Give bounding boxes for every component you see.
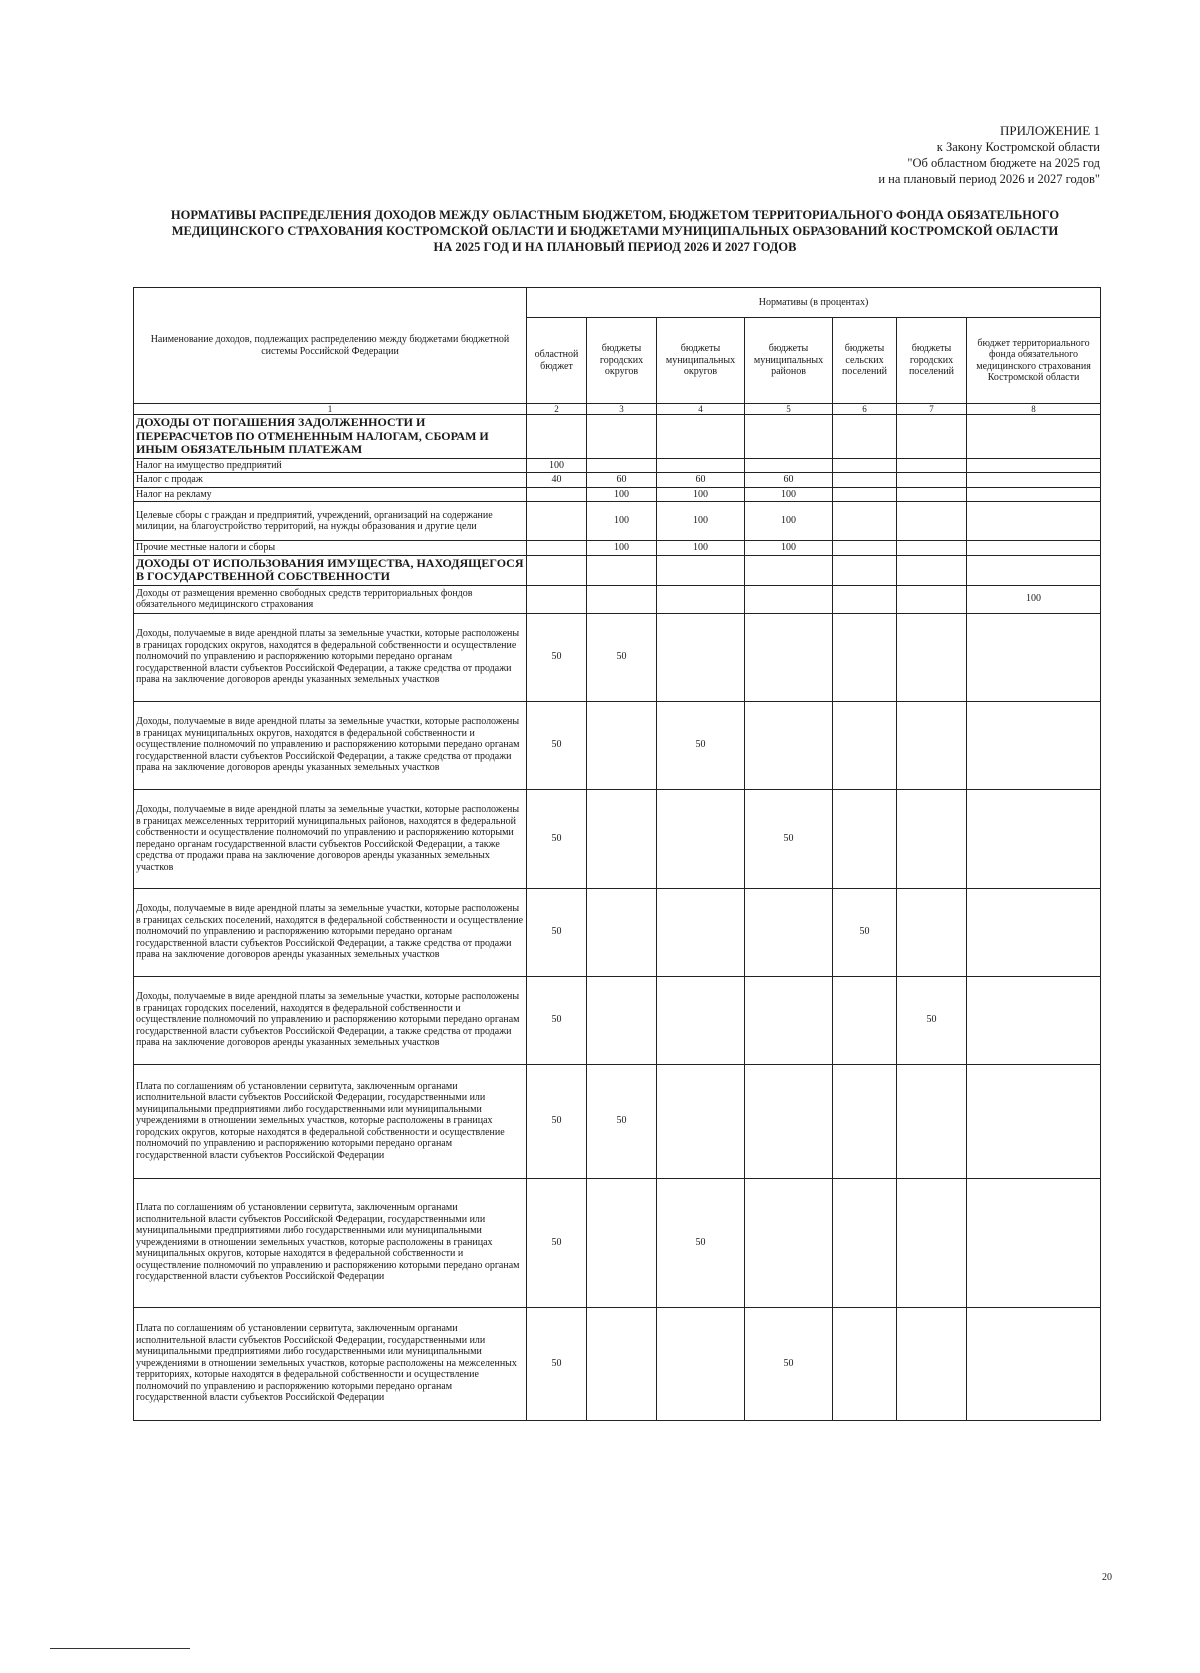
table-row [134, 541, 1101, 556]
norm-value [833, 487, 897, 502]
table-row [134, 1307, 1101, 1420]
norm-value: 50 [833, 888, 897, 976]
column-header: бюджеты сельских поселений [833, 318, 897, 404]
norm-value: 100 [745, 541, 833, 556]
section-row [134, 555, 1101, 585]
norm-value [527, 487, 587, 502]
norms-group-header: Нормативы (в процентах) [527, 288, 1101, 318]
norm-value [657, 458, 745, 473]
income-name: Целевые сборы с граждан и предприятий, учреждений, организаций на содержание милиции, на благоустройство территорий, на нужды образования и другие цели [134, 502, 527, 541]
norm-value [587, 458, 657, 473]
norm-value [833, 473, 897, 488]
name-column-header: Наименование доходов, подлежащих распределению между бюджетами бюджетной системы Российской Федерации [134, 288, 527, 404]
norm-value [657, 613, 745, 701]
header-row-group [134, 288, 1101, 318]
column-header: бюджеты городских поселений [897, 318, 967, 404]
norm-value [967, 473, 1101, 488]
norm-value [897, 585, 967, 613]
income-name: Доходы, получаемые в виде арендной платы за земельные участки, которые расположены в границах городских поселений, находятся в федеральной собственности и осуществление полномочий по управлению и распоряжению которыми передано органам государственной власти субъектов Российской Федерации, а также средства от продажи права на заключение договоров аренды указанных земельных участков [134, 976, 527, 1064]
norm-value [967, 1307, 1101, 1420]
column-index: 7 [897, 404, 967, 415]
table-row [134, 487, 1101, 502]
norm-value [897, 555, 967, 585]
table-row [134, 613, 1101, 701]
norms-table-body [134, 415, 1101, 1421]
norm-value: 100 [657, 487, 745, 502]
column-index: 8 [967, 404, 1101, 415]
page-number: 20 [1102, 1572, 1112, 1583]
title-line-3: НА 2025 ГОД И НА ПЛАНОВЫЙ ПЕРИОД 2026 И 2027 ГОДОВ [433, 240, 797, 254]
norm-value [897, 1178, 967, 1307]
norm-value: 100 [967, 585, 1101, 613]
norm-value [833, 1178, 897, 1307]
norm-value: 50 [745, 789, 833, 888]
income-name: Доходы, получаемые в виде арендной платы за земельные участки, которые расположены в границах городских округов, находятся в федеральной собственности и осуществление полномочий по управлению и распоряжению которыми передано органам государственной власти субъектов Российской Федерации, а также средства от продажи права на заключение договоров аренды указанных земельных участков [134, 613, 527, 701]
norm-value: 50 [527, 976, 587, 1064]
column-index: 1 [134, 404, 527, 415]
norm-value [897, 613, 967, 701]
income-name: Доходы, получаемые в виде арендной платы за земельные участки, которые расположены в границах муниципальных округов, находятся в федеральной собственности и осуществление полномочий по управлению и распоряжению которыми передано органам государственной власти субъектов Российской Федерации, а также средства от продажи права на заключение договоров аренды указанных земельных участков [134, 701, 527, 789]
column-header: областной бюджет [527, 318, 587, 404]
norm-value: 100 [587, 487, 657, 502]
norm-value [657, 1307, 745, 1420]
norm-value [745, 976, 833, 1064]
norm-value [833, 555, 897, 585]
section-title: ДОХОДЫ ОТ ПОГАШЕНИЯ ЗАДОЛЖЕННОСТИ И ПЕРЕРАСЧЕТОВ ПО ОТМЕНЕННЫМ НАЛОГАМ, СБОРАМ И ИНЫМ ОБЯЗАТЕЛЬНЫМ ПЛАТЕЖАМ [134, 415, 527, 459]
norm-value [587, 976, 657, 1064]
norm-value [967, 1064, 1101, 1178]
norm-value: 40 [527, 473, 587, 488]
norms-table [133, 287, 1101, 1421]
norm-value: 50 [527, 1064, 587, 1178]
norm-value: 50 [527, 1307, 587, 1420]
norm-value [657, 585, 745, 613]
norm-value [587, 415, 657, 459]
norm-value [967, 888, 1101, 976]
norm-value [833, 701, 897, 789]
norm-value [833, 1064, 897, 1178]
norm-value: 50 [587, 1064, 657, 1178]
column-header: бюджеты муниципальных округов [657, 318, 745, 404]
norm-value [587, 888, 657, 976]
norm-value [967, 701, 1101, 789]
column-index: 2 [527, 404, 587, 415]
column-index: 6 [833, 404, 897, 415]
norm-value [833, 976, 897, 1064]
norm-value [897, 458, 967, 473]
norm-value [833, 502, 897, 541]
norm-value [745, 458, 833, 473]
norm-value [897, 1307, 967, 1420]
norm-value [967, 487, 1101, 502]
norm-value: 50 [527, 789, 587, 888]
norm-value: 50 [897, 976, 967, 1064]
norm-value [833, 585, 897, 613]
norm-value [833, 613, 897, 701]
norm-value: 50 [527, 888, 587, 976]
income-name: Плата по соглашениям об установлении сервитута, заключенным органами исполнительной власти субъектов Российской Федерации, государственными или муниципальными предприятиями либо государственными или муниципальными учреждениями в отношении земельных участков, которые расположены на межселенных территориях, которые находятся в федеральной собственности и осуществление полномочий по управлению и распоряжению которыми передано органам государственной власти субъектов Российской Федерации [134, 1307, 527, 1420]
norm-value: 100 [587, 541, 657, 556]
norm-value: 100 [745, 487, 833, 502]
norm-value [657, 415, 745, 459]
norm-value [967, 976, 1101, 1064]
income-name: Плата по соглашениям об установлении сервитута, заключенным органами исполнительной власти субъектов Российской Федерации, государственными или муниципальными предприятиями либо государственными или муниципальными учреждениями в отношении земельных участков, которые расположены в границах муниципальных округов, которые находятся в федеральной собственности и осуществление полномочий по управлению и распоряжению которыми передано органам государственной власти субъектов Российской Федерации [134, 1178, 527, 1307]
norm-value: 100 [745, 502, 833, 541]
norm-value [527, 555, 587, 585]
norm-value [745, 585, 833, 613]
norm-value [527, 415, 587, 459]
norm-value: 50 [657, 1178, 745, 1307]
norm-value [897, 473, 967, 488]
norm-value [657, 888, 745, 976]
norm-value [587, 701, 657, 789]
table-row [134, 473, 1101, 488]
footer-divider [50, 1648, 190, 1649]
income-name: Доходы от размещения временно свободных средств территориальных фондов обязательного медицинского страхования [134, 585, 527, 613]
norm-value: 50 [587, 613, 657, 701]
table-row [134, 458, 1101, 473]
column-index: 4 [657, 404, 745, 415]
appendix-law-ref: к Закону Костромской области [936, 140, 1100, 154]
norm-value [833, 415, 897, 459]
norm-value [587, 585, 657, 613]
norm-value [897, 502, 967, 541]
norm-value [967, 613, 1101, 701]
norm-value: 60 [587, 473, 657, 488]
norm-value [745, 888, 833, 976]
norm-value [897, 1064, 967, 1178]
norm-value [833, 789, 897, 888]
norm-value: 100 [657, 502, 745, 541]
income-name: Налог на рекламу [134, 487, 527, 502]
appendix-law-title: "Об областном бюджете на 2025 год [907, 156, 1100, 170]
norm-value: 60 [657, 473, 745, 488]
income-name: Доходы, получаемые в виде арендной платы за земельные участки, которые расположены в границах межселенных территорий муниципальных районов, находятся в федеральной собственности и осуществление полномочий по управлению и распоряжению которыми передано органам государственной власти субъектов Российской Федерации, а также средства от продажи права на заключение договоров аренды указанных земельных участков [134, 789, 527, 888]
norm-value [587, 555, 657, 585]
norm-value [897, 888, 967, 976]
norm-value: 50 [745, 1307, 833, 1420]
norm-value [967, 541, 1101, 556]
title-line-2: МЕДИЦИНСКОГО СТРАХОВАНИЯ КОСТРОМСКОЙ ОБЛАСТИ И БЮДЖЕТАМИ МУНИЦИПАЛЬНЫХ ОБРАЗОВАНИЙ КОСТРОМСКОЙ ОБЛАСТИ [171, 224, 1059, 238]
norm-value [897, 789, 967, 888]
norm-value: 100 [657, 541, 745, 556]
section-title: ДОХОДЫ ОТ ИСПОЛЬЗОВАНИЯ ИМУЩЕСТВА, НАХОДЯЩЕГОСЯ В ГОСУДАРСТВЕННОЙ СОБСТВЕННОСТИ [134, 555, 527, 585]
appendix-law-period: и на плановый период 2026 и 2027 годов" [878, 172, 1100, 186]
norm-value: 50 [527, 701, 587, 789]
norm-value [657, 555, 745, 585]
document-title [140, 207, 1090, 255]
column-header: бюджет территориального фонда обязательного медицинского страхования Костромской области [967, 318, 1101, 404]
norm-value [833, 1307, 897, 1420]
norm-value: 100 [587, 502, 657, 541]
income-name: Налог на имущество предприятий [134, 458, 527, 473]
table-row [134, 1064, 1101, 1178]
norm-value [967, 458, 1101, 473]
column-index-row [134, 404, 1101, 415]
norm-value [745, 1178, 833, 1307]
income-name: Плата по соглашениям об установлении сервитута, заключенным органами исполнительной власти субъектов Российской Федерации, государственными или муниципальными предприятиями либо государственными или муниципальными учреждениями в отношении земельных участков, которые расположены в границах городских округов, которые находятся в федеральной собственности и осуществление полномочий по управлению и распоряжению которыми передано органам государственной власти субъектов Российской Федерации [134, 1064, 527, 1178]
norm-value [527, 541, 587, 556]
norm-value [897, 701, 967, 789]
table-row [134, 976, 1101, 1064]
income-name: Налог с продаж [134, 473, 527, 488]
column-index: 5 [745, 404, 833, 415]
column-header: бюджеты муниципальных районов [745, 318, 833, 404]
norm-value [745, 1064, 833, 1178]
norm-value: 60 [745, 473, 833, 488]
column-header: бюджеты городских округов [587, 318, 657, 404]
norm-value [587, 1307, 657, 1420]
norm-value [587, 1178, 657, 1307]
norm-value [745, 613, 833, 701]
title-line-1: НОРМАТИВЫ РАСПРЕДЕЛЕНИЯ ДОХОДОВ МЕЖДУ ОБЛАСТНЫМ БЮДЖЕТОМ, БЮДЖЕТОМ ТЕРРИТОРИАЛЬНОГО ФОНДА ОБЯЗАТЕЛЬНОГО [170, 208, 1060, 222]
norm-value: 100 [527, 458, 587, 473]
table-row [134, 502, 1101, 541]
norm-value [967, 555, 1101, 585]
table-row [134, 888, 1101, 976]
table-row [134, 789, 1101, 888]
norm-value [587, 789, 657, 888]
income-name: Прочие местные налоги и сборы [134, 541, 527, 556]
norm-value [657, 976, 745, 1064]
norm-value: 50 [527, 613, 587, 701]
norm-value [967, 502, 1101, 541]
norm-value [833, 541, 897, 556]
norm-value [967, 1178, 1101, 1307]
norm-value [897, 487, 967, 502]
norm-value [527, 585, 587, 613]
norm-value [897, 541, 967, 556]
norm-value [657, 1064, 745, 1178]
norm-value [527, 502, 587, 541]
norm-value [833, 458, 897, 473]
table-row [134, 701, 1101, 789]
table-row [134, 1178, 1101, 1307]
appendix-block [878, 123, 1100, 187]
norm-value [745, 415, 833, 459]
norm-value [745, 555, 833, 585]
norm-value [967, 789, 1101, 888]
appendix-heading: ПРИЛОЖЕНИЕ 1 [1000, 123, 1100, 138]
income-name: Доходы, получаемые в виде арендной платы за земельные участки, которые расположены в границах сельских поселений, находятся в федеральной собственности и осуществление полномочий по управлению и распоряжению которыми передано органам государственной власти субъектов Российской Федерации, а также средства от продажи права на заключение договоров аренды указанных земельных участков [134, 888, 527, 976]
norm-value [657, 789, 745, 888]
norm-value: 50 [527, 1178, 587, 1307]
norm-value [745, 701, 833, 789]
column-index: 3 [587, 404, 657, 415]
norm-value [967, 415, 1101, 459]
norm-value [897, 415, 967, 459]
section-row [134, 415, 1101, 459]
norm-value: 50 [657, 701, 745, 789]
table-row [134, 585, 1101, 613]
